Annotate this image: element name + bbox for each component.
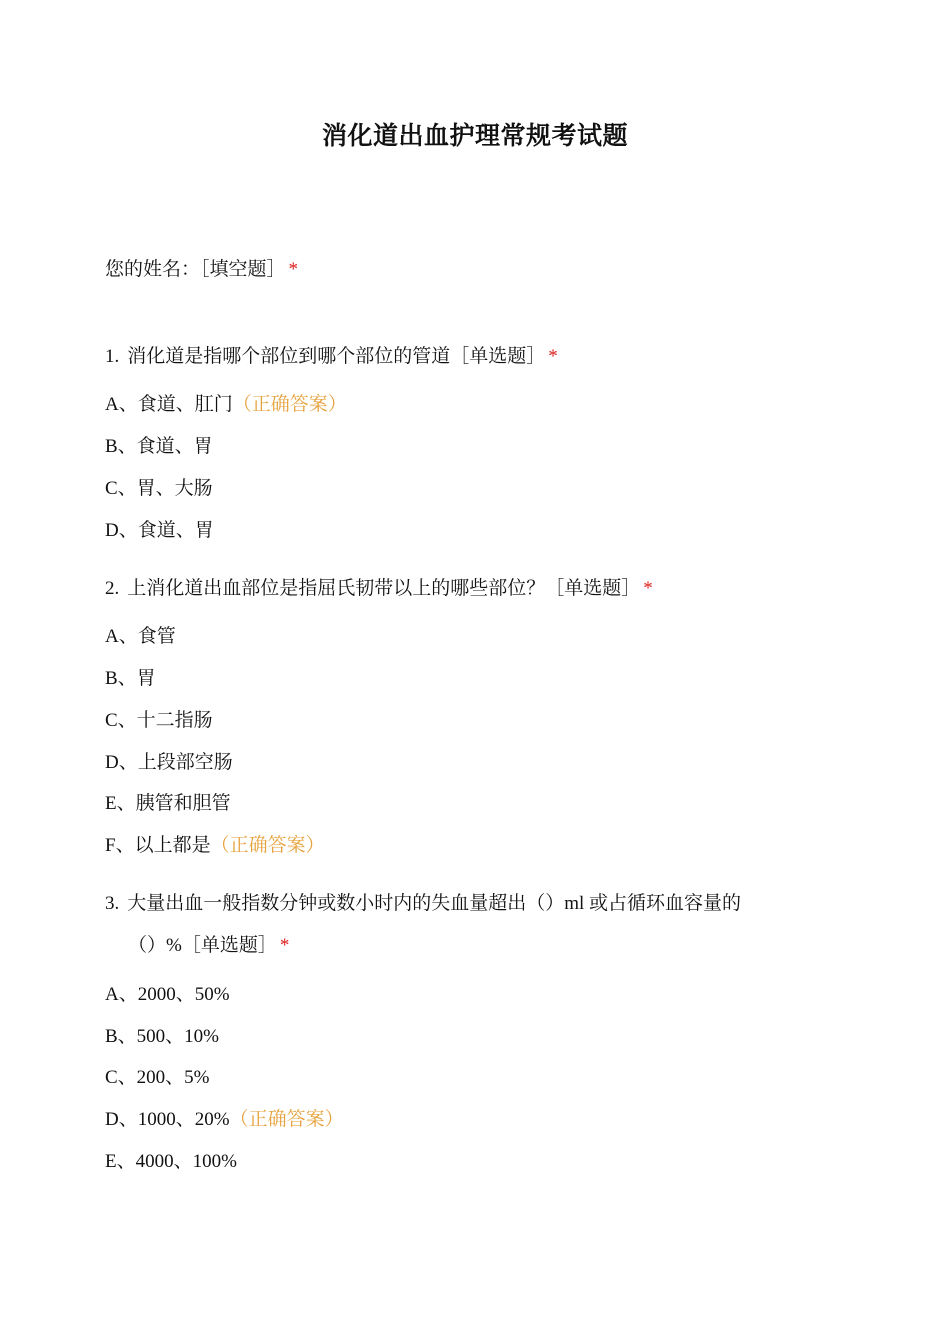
option-label: E、4000、100% [105,1151,237,1172]
question-3-continuation [128,934,289,958]
page-title: 消化道出血护理常规考试题 [321,121,628,150]
correct-answer-tag: （正确答案） [229,1109,344,1130]
option-label: B、食道、胃 [105,436,213,457]
option-3d[interactable] [105,1108,344,1132]
option-2d[interactable] [105,751,233,775]
question-number: 1. [105,346,120,367]
option-label: B、胃 [105,668,156,689]
correct-answer-tag: （正确答案） [210,835,325,856]
name-field-label: 您的姓名：［填空题］ [105,259,286,280]
question-3 [105,892,741,916]
question-text: 大量出血一般指数分钟或数小时内的失血量超出（）ml 或占循环血容量的 [127,893,742,914]
option-3c[interactable] [105,1066,210,1090]
option-2b[interactable] [105,667,156,691]
option-label: C、胃、大肠 [105,478,213,499]
option-3a[interactable] [105,983,230,1007]
question-1 [105,345,558,369]
option-label: D、1000、20% [105,1109,230,1130]
option-label: A、食道、肛门 [105,394,233,415]
option-2c[interactable] [105,709,213,733]
option-label: A、2000、50% [105,984,230,1005]
option-label: D、食道、胃 [105,520,214,541]
option-1c[interactable] [105,477,213,501]
option-label: C、200、5% [105,1067,210,1088]
option-3b[interactable] [105,1025,219,1049]
question-text: 上消化道出血部位是指屈氏韧带以上的哪些部位？［单选题］ [127,578,641,599]
option-label: D、上段部空肠 [105,752,233,773]
option-1b[interactable] [105,435,213,459]
option-1d[interactable] [105,519,214,543]
question-number: 3. [105,893,120,914]
question-number: 2. [105,578,120,599]
option-label: C、十二指肠 [105,710,213,731]
question-text: 消化道是指哪个部位到哪个部位的管道［单选题］ [127,346,546,367]
question-text: （）%［单选题］ [128,935,277,956]
option-3e[interactable] [105,1150,237,1174]
option-2e[interactable] [105,792,231,816]
option-2a[interactable] [105,625,176,649]
option-label: B、500、10% [105,1026,220,1047]
option-label: F、以上都是 [105,835,211,856]
required-mark: * [643,578,653,599]
correct-answer-tag: （正确答案） [232,394,347,415]
question-2 [105,577,653,601]
required-mark: * [548,346,558,367]
option-1a[interactable] [105,393,347,417]
option-label: E、胰管和胆管 [105,793,231,814]
option-label: A、食管 [105,626,176,647]
required-mark: * [288,259,299,280]
option-2f[interactable] [105,834,325,858]
name-field[interactable] [105,258,298,282]
required-mark: * [279,935,290,956]
